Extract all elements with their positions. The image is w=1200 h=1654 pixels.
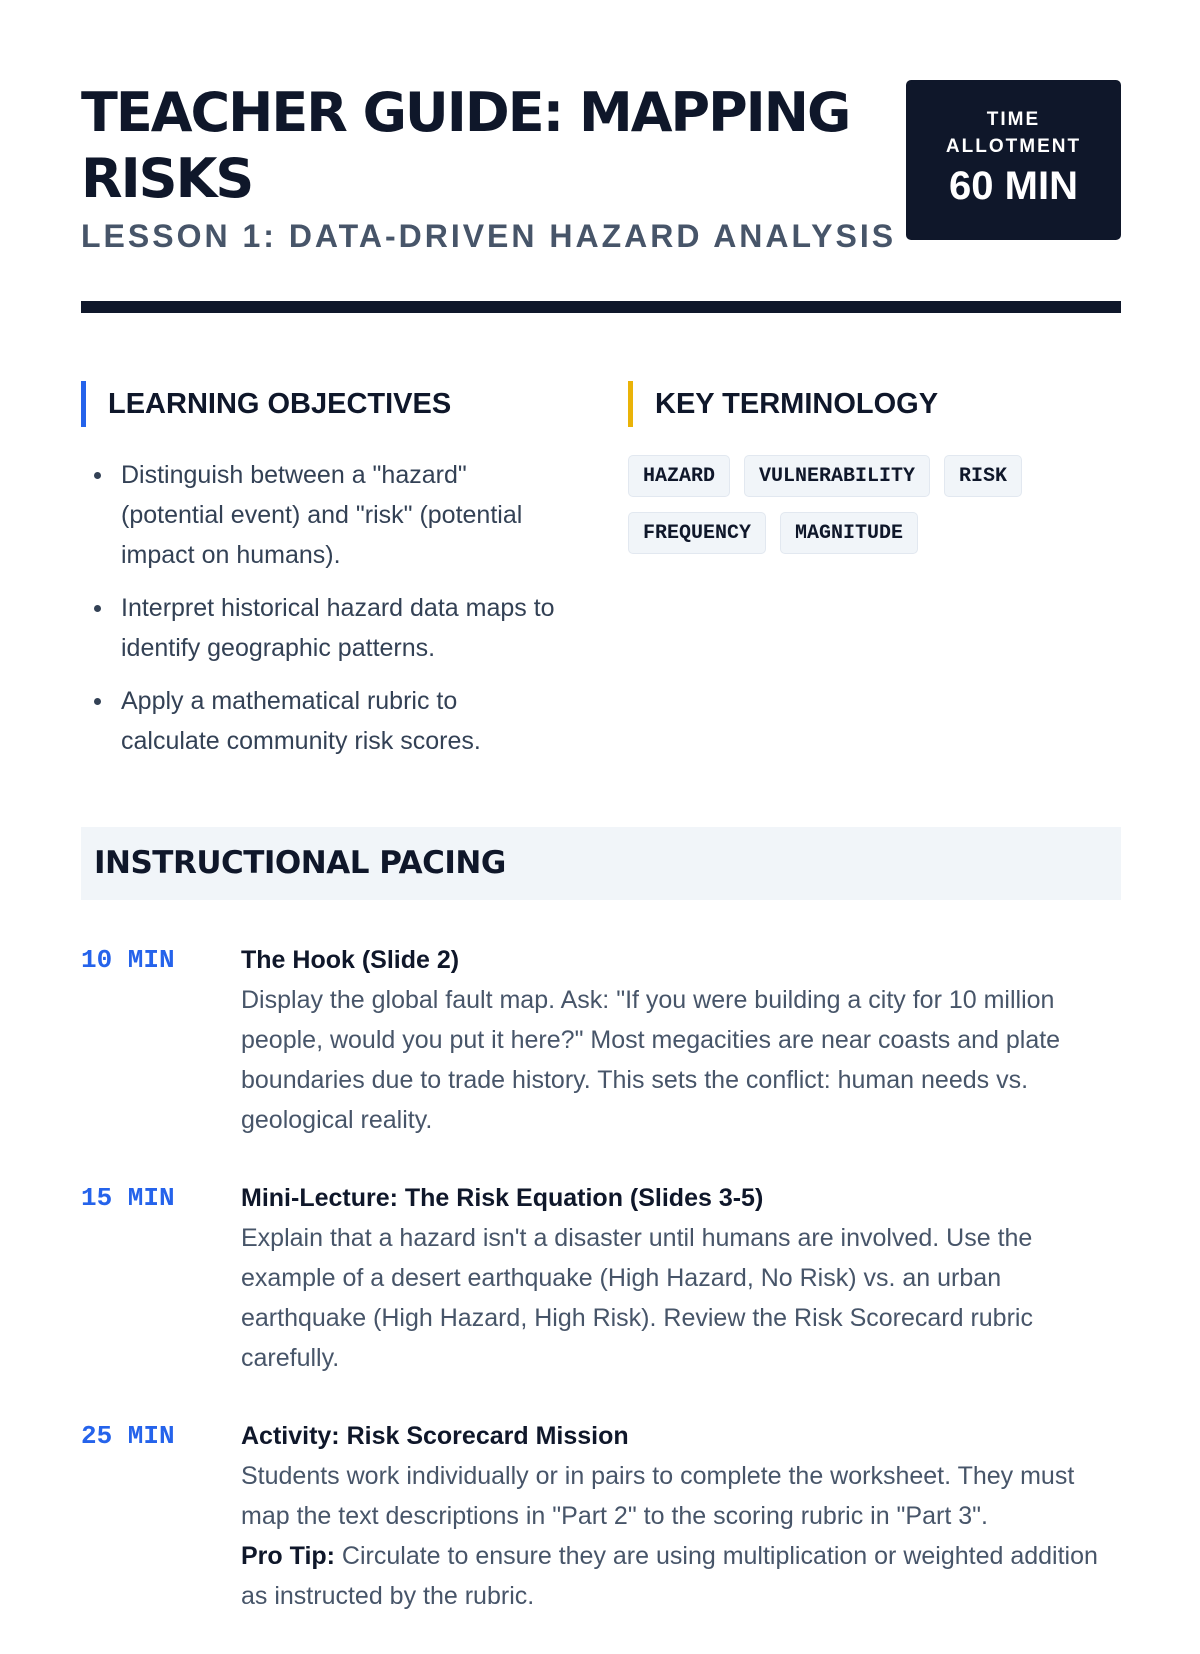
learning-objectives-heading: LEARNING OBJECTIVES	[108, 388, 452, 420]
step-description: Students work individually or in pairs to complete the worksheet. They must map the text descriptions in "Part 2" to the scoring rubric in "Part 3".	[241, 1462, 1075, 1530]
term-tag-hazard: HAZARD	[628, 455, 730, 497]
pro-tip-text: Circulate to ensure they are using multiplication or weighted addition as instructed by the rubric.	[241, 1542, 1098, 1610]
pacing-step	[81, 1178, 1121, 1378]
step-body	[241, 940, 1121, 1140]
step-body	[241, 1416, 1121, 1616]
list-item	[81, 588, 561, 668]
bullet-icon	[94, 605, 101, 612]
bullet-icon	[94, 698, 101, 705]
list-item	[81, 681, 561, 761]
header-divider	[81, 301, 1121, 313]
step-title: Mini-Lecture: The Risk Equation (Slides 3-5)	[241, 1184, 764, 1212]
term-tag-frequency: FREQUENCY	[628, 512, 766, 554]
key-terminology-section	[628, 381, 1121, 554]
section-heading	[81, 381, 561, 427]
pro-tip	[241, 1536, 1121, 1616]
objective-text: Distinguish between a "hazard" (potential event) and "risk" (potential impact on humans).	[121, 461, 523, 569]
teacher-guide-page	[81, 0, 1121, 1610]
instructional-pacing-heading: INSTRUCTIONAL PACING	[81, 827, 1121, 900]
list-item	[81, 455, 561, 575]
lesson-subtitle: LESSON 1: DATA-DRIVEN HAZARD ANALYSIS	[81, 218, 897, 254]
page-title: TEACHER GUIDE: MAPPING RISKS	[81, 81, 850, 210]
step-duration: 15 MIN	[81, 1183, 175, 1213]
objective-text: Interpret historical hazard data maps to identify geographic patterns.	[121, 594, 555, 662]
header	[81, 0, 1121, 320]
time-allotment-label: TIME ALLOTMENT	[945, 109, 1082, 157]
accent-bar	[81, 381, 86, 427]
term-tag-vulnerability: VULNERABILITY	[744, 455, 930, 497]
pro-tip-label: Pro Tip:	[241, 1542, 335, 1570]
pacing-step	[81, 940, 1121, 1140]
section-heading	[628, 381, 1121, 427]
objective-text: Apply a mathematical rubric to calculate community risk scores.	[121, 687, 481, 755]
term-tag-risk: RISK	[944, 455, 1022, 497]
step-duration: 25 MIN	[81, 1421, 175, 1451]
step-title: Activity: Risk Scorecard Mission	[241, 1422, 629, 1450]
bullet-icon	[94, 472, 101, 479]
pacing-step	[81, 1416, 1121, 1616]
learning-objectives-section	[81, 381, 561, 774]
pacing-steps	[81, 940, 1121, 1654]
step-title: The Hook (Slide 2)	[241, 946, 460, 974]
time-allotment-value: 60 MIN	[949, 164, 1078, 208]
terminology-tags	[628, 455, 1048, 554]
term-tag-magnitude: MAGNITUDE	[780, 512, 918, 554]
objectives-list	[81, 455, 561, 761]
time-allotment-box	[906, 80, 1121, 240]
step-duration: 10 MIN	[81, 945, 175, 975]
accent-bar	[628, 381, 633, 427]
step-description: Display the global fault map. Ask: "If you were building a city for 10 million people, would you put it here?" Most megacities are near coasts and plate boundaries due to trade history. This sets the conflict: human needs vs. geological reality.	[241, 986, 1061, 1134]
step-description: Explain that a hazard isn't a disaster until humans are involved. Use the example of a desert earthquake (High Hazard, No Risk) vs. an urban earthquake (High Hazard, High Risk). Review the Risk Scorecard rubric carefully.	[241, 1224, 1033, 1372]
key-terminology-heading: KEY TERMINOLOGY	[655, 388, 939, 420]
step-body	[241, 1178, 1121, 1378]
